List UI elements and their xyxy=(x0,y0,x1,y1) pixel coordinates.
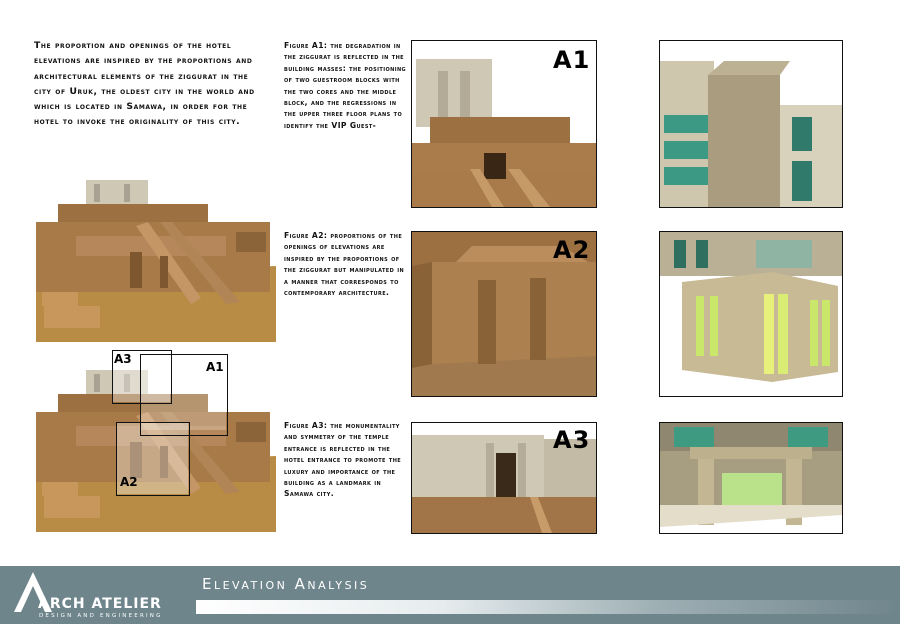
brand-subtitle: DESIGN AND ENGINEERING xyxy=(39,613,163,619)
ziggurat-render-top xyxy=(36,176,276,342)
hotel-a3-render xyxy=(660,423,842,533)
overlay-label-a1: A1 xyxy=(206,360,224,374)
overlay-label-a3: A3 xyxy=(114,352,132,366)
label-a1: A1 xyxy=(553,46,591,74)
hotel-a2-render xyxy=(660,232,842,396)
caption-a3: Figure A3: the monumentality and symmetry of the temple entrance is reflected in the hotel entrance to promote the luxury and importance of the building as a landmark in Samawa city. xyxy=(284,421,402,499)
footer-title: Elevation Analysis xyxy=(202,575,370,593)
hotel-render-a1 xyxy=(659,40,843,208)
label-a3: A3 xyxy=(553,426,591,454)
overlay-label-a2: A2 xyxy=(120,475,138,489)
label-a2: A2 xyxy=(553,236,591,264)
caption-a2: Figure A2: proportions of the openings of elevations are inspired by the proportions of the ziggurat but manipulated in a manner that corresponds to contemporary architecture. xyxy=(284,231,405,298)
hotel-render-a3 xyxy=(659,422,843,534)
caption-a1: Figure A1: the degradation in the ziggurat is reflected in the building masses: the positioning of two guestroom blocks with the two cores and the middle block, and the regressions in the upper three floor plans to identify the VIP Guest- xyxy=(284,41,407,130)
brand-name: ARCH ATELIER xyxy=(38,596,162,612)
intro-text: The proportion and openings of the hotel elevations are inspired by the proportions and architectural elements of the ziggurat in the city of Uruk, the oldest city in the world and which is located in Samawa, in order for the hotel to invoke the originality of this city. xyxy=(34,40,255,128)
hotel-a1-render xyxy=(660,41,842,207)
footer-gradient-bar xyxy=(196,600,900,614)
hotel-render-a2 xyxy=(659,231,843,397)
